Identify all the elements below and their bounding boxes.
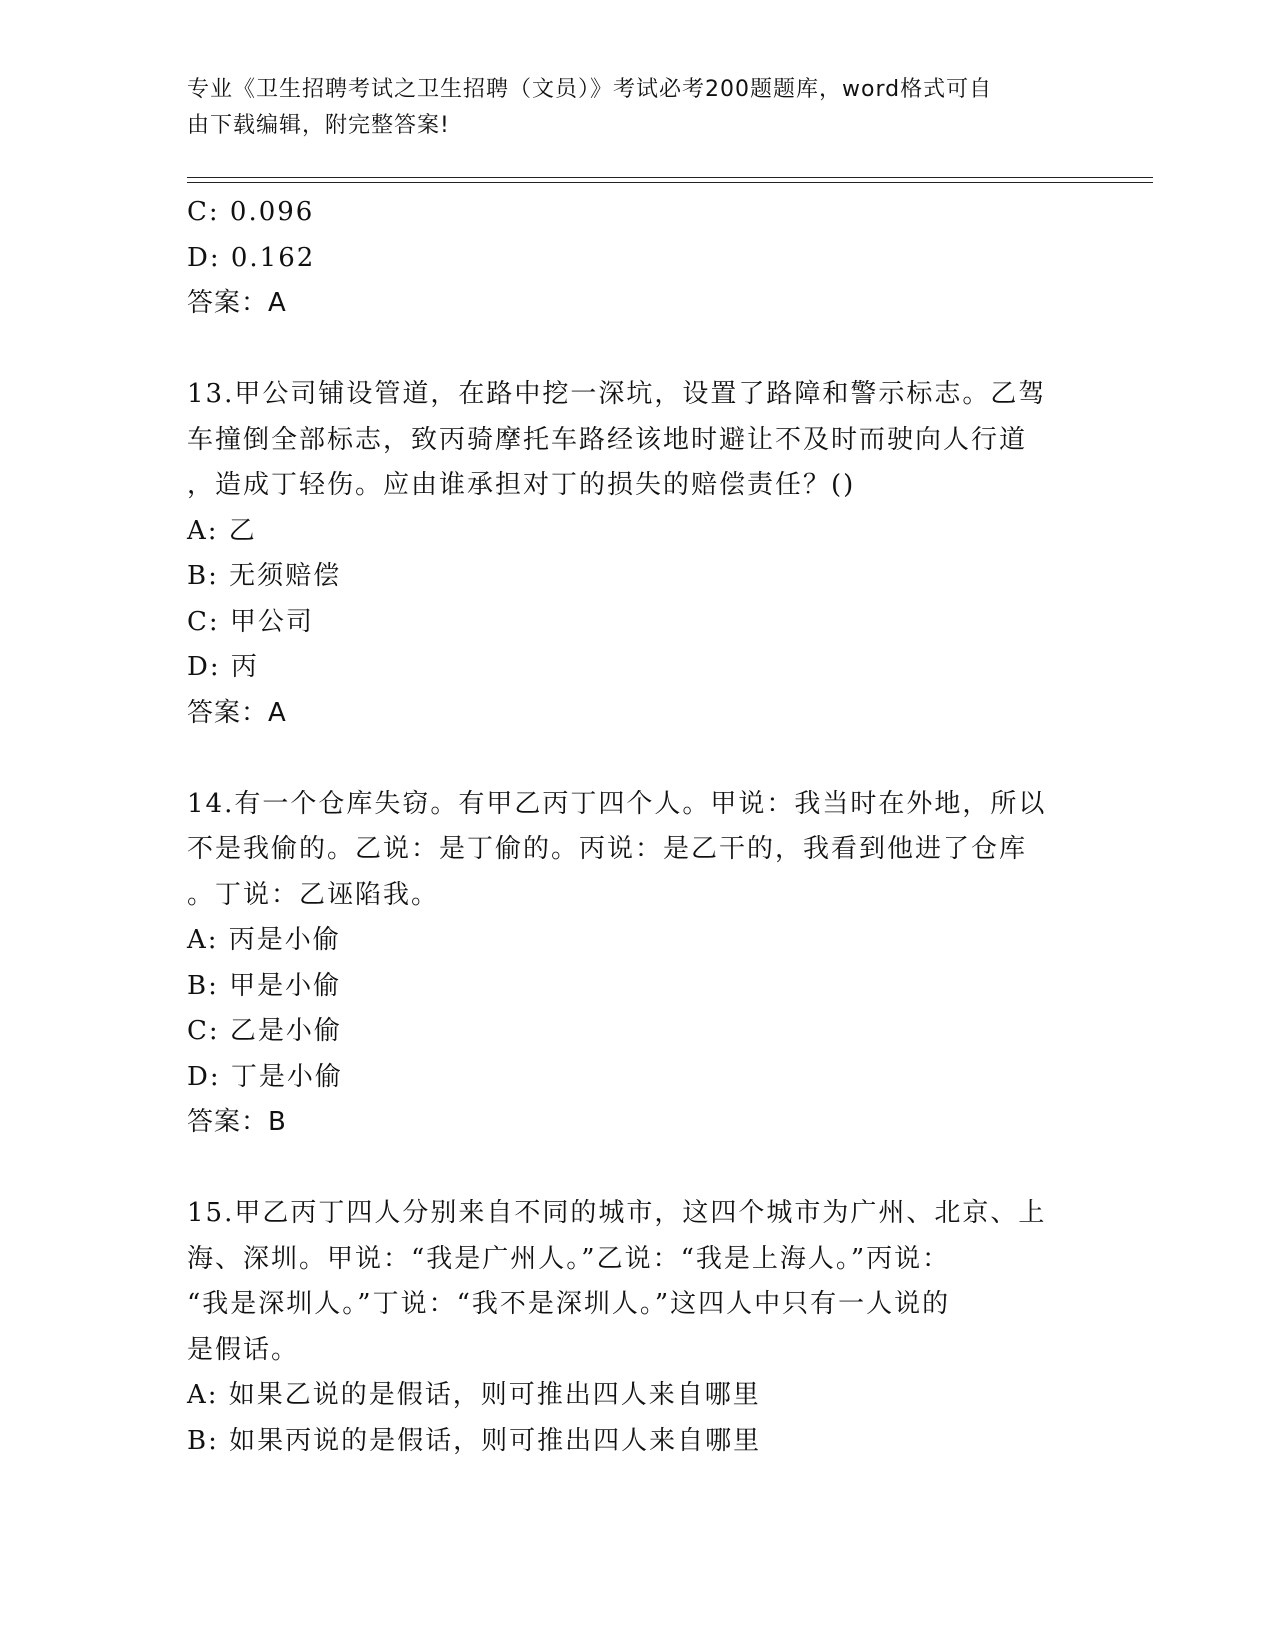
question-13-option-d: D: 丙: [187, 652, 259, 682]
question-15-line: 15.甲乙丙丁四人分别来自不同的城市，这四个城市为广州、北京、上: [187, 1198, 1047, 1228]
header-line-1: 专业《卫生招聘考试之卫生招聘（文员）》考试必考200题题库，word格式可自: [187, 77, 993, 102]
question-14-option-c: C: 乙是小偷: [187, 1016, 342, 1046]
header-rule-bottom: [187, 182, 1153, 183]
question-13-line: ，造成丁轻伤。应由谁承担对丁的损失的赔偿责任？(): [187, 470, 856, 500]
question-13-option-a: A: 乙: [187, 515, 257, 546]
header-line-2: 由下载编辑，附完整答案!: [187, 113, 450, 138]
question-14-option-b: B: 甲是小偷: [187, 970, 342, 1001]
question-15-option-b: B: 如果丙说的是假话，则可推出四人来自哪里: [187, 1425, 762, 1456]
question-13-line: 13.甲公司铺设管道，在路中挖一深坑，设置了路障和警示标志。乙驾: [187, 379, 1047, 409]
question-15-option-a: A: 如果乙说的是假话，则可推出四人来自哪里: [187, 1380, 761, 1410]
spacer: [187, 1146, 1067, 1192]
question-14-line: 。丁说：乙诬陷我。: [187, 879, 440, 910]
header-rule-top: [187, 177, 1153, 178]
prev-answer: 答案：A: [187, 288, 287, 318]
prev-option-d: D: 0.162: [187, 242, 316, 273]
question-13-option-b: B: 无须赔偿: [187, 561, 342, 591]
question-14-text: [187, 782, 1067, 919]
question-14-answer: 答案：B: [187, 1107, 287, 1137]
question-13-text: [187, 372, 1067, 509]
question-13-answer: 答案：A: [187, 697, 287, 728]
spacer: [187, 736, 1067, 782]
question-13-option-c: C: 甲公司: [187, 606, 314, 637]
prev-option-c: C: 0.096: [187, 197, 315, 227]
document-body: [187, 190, 1067, 1464]
question-14-option-a: A: 丙是小偷: [187, 925, 341, 955]
page-header: [187, 72, 1067, 144]
question-14-line: 14.有一个仓库失窃。有甲乙丙丁四个人。甲说：我当时在外地，所以: [187, 788, 1047, 819]
question-15-line: “我是深圳人。”丁说：“我不是深圳人。”这四人中只有一人说的: [187, 1289, 951, 1319]
question-14-option-d: D: 丁是小偷: [187, 1061, 343, 1092]
question-15-line: 海、深圳。甲说：“我是广州人。”乙说：“我是上海人。”丙说：: [187, 1243, 951, 1274]
question-13-line: 车撞倒全部标志，致丙骑摩托车路经该地时避让不及时而驶向人行道: [187, 424, 1028, 455]
question-14-line: 不是我偷的。乙说：是丁偷的。丙说：是乙干的，我看到他进了仓库: [187, 834, 1028, 864]
spacer: [187, 327, 1067, 373]
question-15-line: 是假话。: [187, 1334, 300, 1365]
question-15-text: [187, 1191, 1067, 1373]
